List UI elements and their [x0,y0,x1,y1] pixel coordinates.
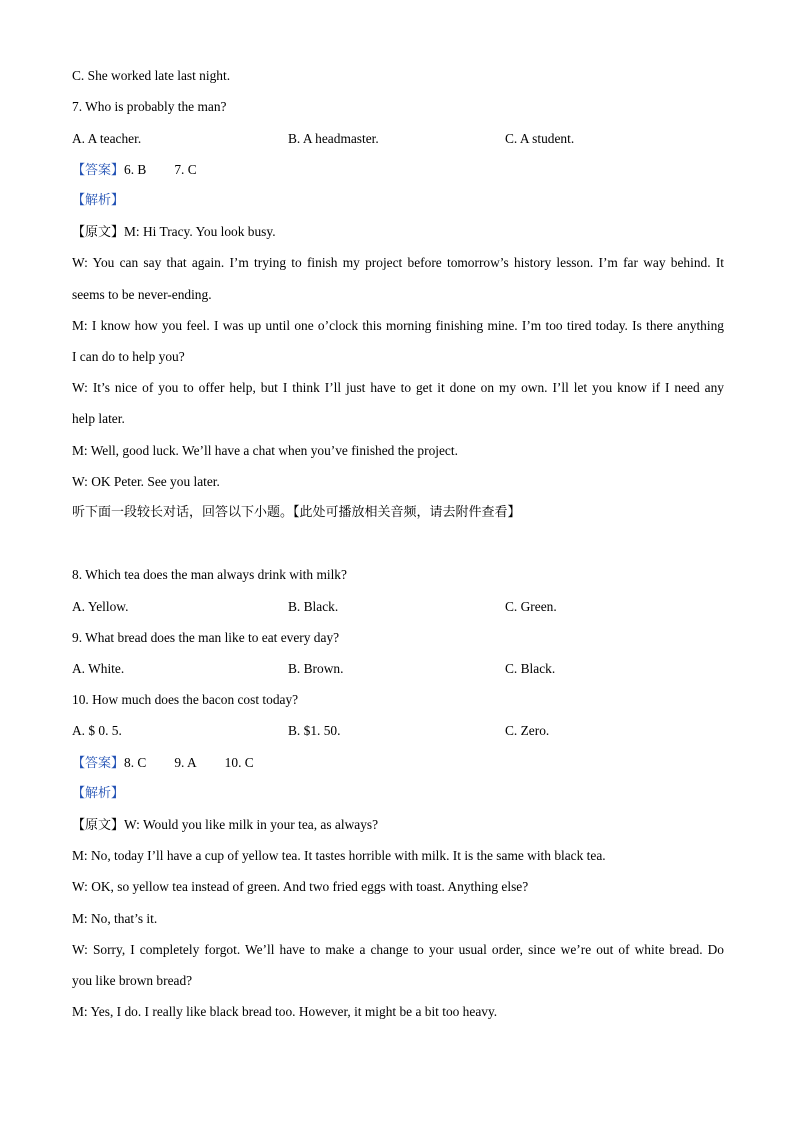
answer-7: 7. C [174,162,197,177]
analysis-tag-2: 【解析】 [72,786,125,801]
answer-line-1 [72,162,724,179]
transcript-line: W: You can say that again. I’m trying to finish my project before tomorrow’s history lesson. I’m far way behind. It [72,255,724,270]
transcript-line: M: I know how you feel. I was up until one o’clock this morning finishing mine. I’m too tired today. Is there anything [72,318,724,333]
answer-10: 10. C [224,755,254,770]
transcript-line: W: Would you like milk in your tea, as always? [124,817,379,832]
answer-8: 8. C [124,755,147,770]
q10-option-c: C. Zero. [505,723,550,738]
q7-option-a: A. A teacher. [72,131,142,146]
transcript-line: you like brown bread? [72,973,193,988]
q9-question: 9. What bread does the man like to eat every day? [72,630,340,645]
transcript-tag: 【原文】 [72,225,125,240]
answer-tag: 【答案】 [72,756,125,771]
answer-9: 9. A [174,755,197,770]
q7-option-b: B. A headmaster. [288,131,379,146]
transcript-line: I can do to help you? [72,349,185,364]
q8-option-b: B. Black. [288,599,339,614]
transcript-line: M: Yes, I do. I really like black bread too. However, it might be a bit too heavy. [72,1004,498,1019]
q8-option-a: A. Yellow. [72,599,129,614]
answer-line-2 [72,755,724,772]
transcript-line: M: No, that’s it. [72,911,158,926]
q9-option-c: C. Black. [505,661,556,676]
q10-question: 10. How much does the bacon cost today? [72,692,299,707]
section-instruction: 听下面一段较长对话，回答以下小题。【此处可播放相关音频，请去附件查看】 [72,505,521,520]
q8-option-c: C. Green. [505,599,557,614]
transcript-1-first [72,224,724,241]
transcript-line: M: Well, good luck. We’ll have a chat when you’ve finished the project. [72,443,458,458]
transcript-line: M: No, today I’ll have a cup of yellow tea. It tastes horrible with milk. It is the same with black tea. [72,848,606,863]
transcript-line: W: OK Peter. See you later. [72,474,220,489]
q7-question: 7. Who is probably the man? [72,99,227,114]
q9-option-b: B. Brown. [288,661,344,676]
transcript-line: W: It’s nice of you to offer help, but I think I’ll just have to get it done on my own. I’ll let you know if I need any [72,380,724,395]
q6-option-c: C. She worked late last night. [72,68,231,83]
answer-tag: 【答案】 [72,163,125,178]
q10-option-a: A. $ 0. 5. [72,723,122,738]
transcript-tag: 【原文】 [72,818,125,833]
transcript-line: seems to be never-ending. [72,287,212,302]
transcript-line: M: Hi Tracy. You look busy. [124,224,276,239]
transcript-line: help later. [72,411,125,426]
q8-question: 8. Which tea does the man always drink with milk? [72,567,347,582]
transcript-line: W: Sorry, I completely forgot. We’ll have to make a change to your usual order, since we’re out of white bread. Do [72,942,724,957]
q7-option-c: C. A student. [505,131,575,146]
transcript-line: W: OK, so yellow tea instead of green. And two fried eggs with toast. Anything else? [72,879,529,894]
q10-option-b: B. $1. 50. [288,723,341,738]
analysis-tag: 【解析】 [72,193,125,208]
q9-option-a: A. White. [72,661,125,676]
transcript-2-first [72,817,724,834]
answer-6: 6. B [124,162,147,177]
